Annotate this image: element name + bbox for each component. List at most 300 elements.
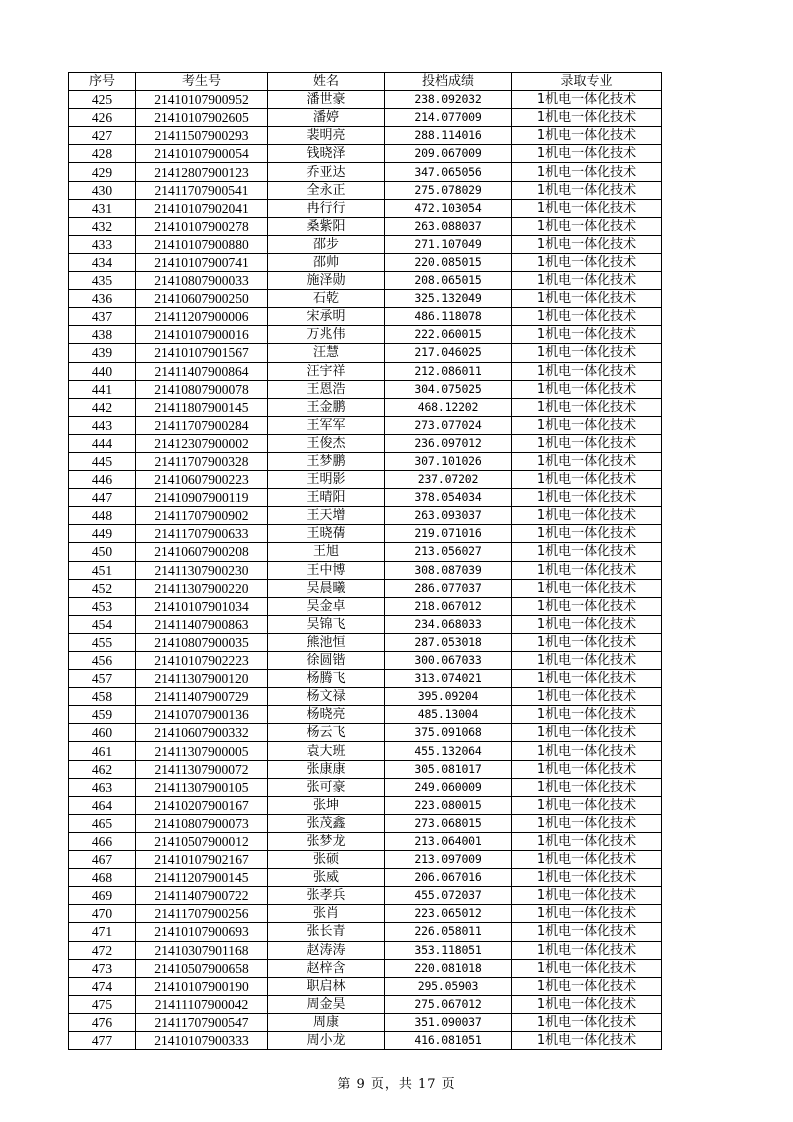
cell-name: 赵涛涛	[268, 941, 385, 959]
cell-serial-number: 447	[69, 489, 136, 507]
table-row	[69, 489, 662, 507]
cell-name: 张康康	[268, 760, 385, 778]
cell-candidate-id: 21411307900105	[136, 778, 268, 796]
cell-candidate-id: 21411707900633	[136, 525, 268, 543]
cell-candidate-id: 21410907900119	[136, 489, 268, 507]
cell-candidate-id: 21410807900035	[136, 633, 268, 651]
cell-score: 308.087039	[385, 561, 512, 579]
cell-candidate-id: 21411307900220	[136, 579, 268, 597]
cell-serial-number: 439	[69, 344, 136, 362]
cell-candidate-id: 21410107900880	[136, 235, 268, 253]
cell-serial-number: 445	[69, 452, 136, 470]
cell-candidate-id: 21410607900332	[136, 724, 268, 742]
cell-name: 袁大班	[268, 742, 385, 760]
cell-name: 裴明亮	[268, 127, 385, 145]
cell-major: 1机电一体化技术	[512, 91, 662, 109]
cell-major: 1机电一体化技术	[512, 416, 662, 434]
cell-candidate-id: 21411207900145	[136, 869, 268, 887]
table-row	[69, 507, 662, 525]
cell-name: 张长青	[268, 923, 385, 941]
cell-major: 1机电一体化技术	[512, 181, 662, 199]
cell-major: 1机电一体化技术	[512, 742, 662, 760]
cell-score: 313.074021	[385, 670, 512, 688]
cell-candidate-id: 21410807900078	[136, 380, 268, 398]
cell-major: 1机电一体化技术	[512, 471, 662, 489]
cell-major: 1机电一体化技术	[512, 543, 662, 561]
table-row	[69, 416, 662, 434]
cell-serial-number: 449	[69, 525, 136, 543]
cell-name: 全永正	[268, 181, 385, 199]
table-row	[69, 869, 662, 887]
table-row	[69, 706, 662, 724]
cell-name: 万兆伟	[268, 326, 385, 344]
table-row	[69, 688, 662, 706]
cell-name: 张梦龙	[268, 832, 385, 850]
cell-candidate-id: 21411407900863	[136, 615, 268, 633]
table-row	[69, 199, 662, 217]
cell-serial-number: 477	[69, 1031, 136, 1049]
cell-major: 1机电一体化技术	[512, 290, 662, 308]
cell-score: 416.081051	[385, 1031, 512, 1049]
table-row	[69, 452, 662, 470]
cell-serial-number: 471	[69, 923, 136, 941]
cell-major: 1机电一体化技术	[512, 670, 662, 688]
cell-major: 1机电一体化技术	[512, 217, 662, 235]
table-row	[69, 91, 662, 109]
table-row	[69, 362, 662, 380]
cell-score: 206.067016	[385, 869, 512, 887]
cell-serial-number: 442	[69, 398, 136, 416]
cell-major: 1机电一体化技术	[512, 561, 662, 579]
cell-name: 潘婷	[268, 109, 385, 127]
cell-major: 1机电一体化技术	[512, 796, 662, 814]
cell-score: 237.07202	[385, 471, 512, 489]
cell-name: 王梦鹏	[268, 452, 385, 470]
cell-name: 吴金卓	[268, 597, 385, 615]
cell-major: 1机电一体化技术	[512, 127, 662, 145]
cell-serial-number: 436	[69, 290, 136, 308]
cell-candidate-id: 21411807900145	[136, 398, 268, 416]
cell-major: 1机电一体化技术	[512, 308, 662, 326]
cell-serial-number: 434	[69, 253, 136, 271]
cell-serial-number: 462	[69, 760, 136, 778]
cell-serial-number: 461	[69, 742, 136, 760]
table-row	[69, 308, 662, 326]
cell-major: 1机电一体化技术	[512, 272, 662, 290]
cell-score: 307.101026	[385, 452, 512, 470]
cell-candidate-id: 21410307901168	[136, 941, 268, 959]
cell-score: 219.071016	[385, 525, 512, 543]
table-row	[69, 127, 662, 145]
cell-major: 1机电一体化技术	[512, 995, 662, 1013]
cell-score: 273.068015	[385, 814, 512, 832]
cell-candidate-id: 21410607900250	[136, 290, 268, 308]
cell-major: 1机电一体化技术	[512, 507, 662, 525]
cell-name: 张可豪	[268, 778, 385, 796]
table-row	[69, 272, 662, 290]
cell-serial-number: 459	[69, 706, 136, 724]
header-major: 录取专业	[512, 73, 662, 91]
cell-serial-number: 443	[69, 416, 136, 434]
header-name: 姓名	[268, 73, 385, 91]
cell-candidate-id: 21411707900284	[136, 416, 268, 434]
cell-serial-number: 464	[69, 796, 136, 814]
cell-candidate-id: 21410107902167	[136, 851, 268, 869]
cell-score: 222.060015	[385, 326, 512, 344]
cell-candidate-id: 21410607900208	[136, 543, 268, 561]
cell-serial-number: 440	[69, 362, 136, 380]
cell-candidate-id: 21410107902041	[136, 199, 268, 217]
table-row	[69, 633, 662, 651]
cell-score: 238.092032	[385, 91, 512, 109]
cell-major: 1机电一体化技术	[512, 615, 662, 633]
cell-major: 1机电一体化技术	[512, 163, 662, 181]
cell-major: 1机电一体化技术	[512, 109, 662, 127]
table-row	[69, 760, 662, 778]
cell-major: 1机电一体化技术	[512, 724, 662, 742]
cell-name: 乔亚达	[268, 163, 385, 181]
cell-serial-number: 451	[69, 561, 136, 579]
cell-score: 213.097009	[385, 851, 512, 869]
cell-name: 杨文禄	[268, 688, 385, 706]
cell-serial-number: 433	[69, 235, 136, 253]
cell-candidate-id: 21410807900073	[136, 814, 268, 832]
cell-name: 吴锦飞	[268, 615, 385, 633]
table-row	[69, 814, 662, 832]
cell-serial-number: 457	[69, 670, 136, 688]
cell-name: 石乾	[268, 290, 385, 308]
cell-major: 1机电一体化技术	[512, 869, 662, 887]
cell-major: 1机电一体化技术	[512, 434, 662, 452]
cell-score: 217.046025	[385, 344, 512, 362]
cell-candidate-id: 21410107901034	[136, 597, 268, 615]
cell-major: 1机电一体化技术	[512, 380, 662, 398]
cell-major: 1机电一体化技术	[512, 1013, 662, 1031]
cell-name: 杨晓亮	[268, 706, 385, 724]
cell-name: 王中博	[268, 561, 385, 579]
cell-score: 353.118051	[385, 941, 512, 959]
cell-score: 212.086011	[385, 362, 512, 380]
cell-serial-number: 474	[69, 977, 136, 995]
table-row	[69, 796, 662, 814]
table-row	[69, 235, 662, 253]
cell-candidate-id: 21411307900072	[136, 760, 268, 778]
cell-name: 王晴阳	[268, 489, 385, 507]
admission-table	[68, 72, 662, 1050]
cell-major: 1机电一体化技术	[512, 706, 662, 724]
table-row	[69, 1013, 662, 1031]
cell-candidate-id: 21411507900293	[136, 127, 268, 145]
cell-score: 234.068033	[385, 615, 512, 633]
cell-serial-number: 450	[69, 543, 136, 561]
cell-candidate-id: 21411707900328	[136, 452, 268, 470]
table-row	[69, 579, 662, 597]
cell-serial-number: 455	[69, 633, 136, 651]
cell-name: 杨云飞	[268, 724, 385, 742]
cell-serial-number: 428	[69, 145, 136, 163]
cell-candidate-id: 21411707900547	[136, 1013, 268, 1031]
cell-name: 张肖	[268, 905, 385, 923]
cell-major: 1机电一体化技术	[512, 959, 662, 977]
cell-serial-number: 438	[69, 326, 136, 344]
cell-major: 1机电一体化技术	[512, 452, 662, 470]
cell-name: 周小龙	[268, 1031, 385, 1049]
cell-serial-number: 466	[69, 832, 136, 850]
cell-major: 1机电一体化技术	[512, 145, 662, 163]
cell-name: 王明影	[268, 471, 385, 489]
table-header-row	[69, 73, 662, 91]
cell-candidate-id: 21410107902223	[136, 652, 268, 670]
cell-candidate-id: 21410107900741	[136, 253, 268, 271]
cell-serial-number: 444	[69, 434, 136, 452]
table-row	[69, 652, 662, 670]
table-row	[69, 398, 662, 416]
cell-score: 275.078029	[385, 181, 512, 199]
cell-serial-number: 475	[69, 995, 136, 1013]
cell-candidate-id: 21410107900333	[136, 1031, 268, 1049]
cell-candidate-id: 21412807900123	[136, 163, 268, 181]
cell-score: 223.080015	[385, 796, 512, 814]
cell-major: 1机电一体化技术	[512, 199, 662, 217]
table-row	[69, 887, 662, 905]
table-row	[69, 109, 662, 127]
cell-serial-number: 430	[69, 181, 136, 199]
cell-serial-number: 426	[69, 109, 136, 127]
cell-candidate-id: 21411307900230	[136, 561, 268, 579]
cell-name: 王天增	[268, 507, 385, 525]
cell-score: 468.12202	[385, 398, 512, 416]
cell-candidate-id: 21410507900658	[136, 959, 268, 977]
cell-score: 304.075025	[385, 380, 512, 398]
table-row	[69, 905, 662, 923]
cell-candidate-id: 21410107902605	[136, 109, 268, 127]
cell-name: 钱晓泽	[268, 145, 385, 163]
cell-name: 王军军	[268, 416, 385, 434]
cell-candidate-id: 21411707900902	[136, 507, 268, 525]
cell-score: 288.114016	[385, 127, 512, 145]
cell-score: 395.09204	[385, 688, 512, 706]
cell-serial-number: 458	[69, 688, 136, 706]
cell-name: 王旭	[268, 543, 385, 561]
cell-score: 375.091068	[385, 724, 512, 742]
table-row	[69, 995, 662, 1013]
cell-candidate-id: 21411707900256	[136, 905, 268, 923]
cell-major: 1机电一体化技术	[512, 905, 662, 923]
cell-name: 周金昊	[268, 995, 385, 1013]
cell-major: 1机电一体化技术	[512, 235, 662, 253]
cell-serial-number: 425	[69, 91, 136, 109]
cell-serial-number: 429	[69, 163, 136, 181]
cell-score: 209.067009	[385, 145, 512, 163]
cell-major: 1机电一体化技术	[512, 923, 662, 941]
cell-score: 455.132064	[385, 742, 512, 760]
cell-candidate-id: 21411207900006	[136, 308, 268, 326]
table-row	[69, 959, 662, 977]
cell-candidate-id: 21411407900864	[136, 362, 268, 380]
cell-name: 杨腾飞	[268, 670, 385, 688]
cell-candidate-id: 21410107901567	[136, 344, 268, 362]
table-row	[69, 145, 662, 163]
cell-score: 273.077024	[385, 416, 512, 434]
cell-name: 张茂鑫	[268, 814, 385, 832]
cell-major: 1机电一体化技术	[512, 253, 662, 271]
cell-candidate-id: 21412307900002	[136, 434, 268, 452]
cell-name: 汪宇祥	[268, 362, 385, 380]
cell-score: 220.081018	[385, 959, 512, 977]
cell-candidate-id: 21410107900016	[136, 326, 268, 344]
cell-score: 275.067012	[385, 995, 512, 1013]
table-row	[69, 941, 662, 959]
cell-score: 220.085015	[385, 253, 512, 271]
table-row	[69, 434, 662, 452]
cell-candidate-id: 21410107900278	[136, 217, 268, 235]
page-number: 第 9 页，共 17 页	[337, 1077, 456, 1092]
cell-candidate-id: 21410207900167	[136, 796, 268, 814]
cell-serial-number: 469	[69, 887, 136, 905]
cell-serial-number: 456	[69, 652, 136, 670]
cell-serial-number: 448	[69, 507, 136, 525]
table-row	[69, 217, 662, 235]
cell-score: 208.065015	[385, 272, 512, 290]
cell-name: 张孝兵	[268, 887, 385, 905]
cell-serial-number: 467	[69, 851, 136, 869]
cell-name: 桑紫阳	[268, 217, 385, 235]
cell-major: 1机电一体化技术	[512, 525, 662, 543]
cell-score: 249.060009	[385, 778, 512, 796]
cell-candidate-id: 21411307900120	[136, 670, 268, 688]
cell-name: 张坤	[268, 796, 385, 814]
cell-serial-number: 470	[69, 905, 136, 923]
cell-serial-number: 437	[69, 308, 136, 326]
table-row	[69, 778, 662, 796]
table-row	[69, 163, 662, 181]
cell-candidate-id: 21410807900033	[136, 272, 268, 290]
table-row	[69, 290, 662, 308]
cell-score: 214.077009	[385, 109, 512, 127]
cell-name: 邵帅	[268, 253, 385, 271]
cell-name: 邵步	[268, 235, 385, 253]
table-row	[69, 851, 662, 869]
cell-candidate-id: 21410107900054	[136, 145, 268, 163]
cell-serial-number: 452	[69, 579, 136, 597]
cell-score: 271.107049	[385, 235, 512, 253]
table-row	[69, 253, 662, 271]
table-row	[69, 561, 662, 579]
cell-score: 263.093037	[385, 507, 512, 525]
cell-candidate-id: 21410607900223	[136, 471, 268, 489]
cell-candidate-id: 21410107900190	[136, 977, 268, 995]
cell-major: 1机电一体化技术	[512, 652, 662, 670]
cell-major: 1机电一体化技术	[512, 344, 662, 362]
cell-candidate-id: 21411107900042	[136, 995, 268, 1013]
cell-score: 485.13004	[385, 706, 512, 724]
cell-major: 1机电一体化技术	[512, 326, 662, 344]
cell-serial-number: 465	[69, 814, 136, 832]
cell-serial-number: 460	[69, 724, 136, 742]
table-row	[69, 724, 662, 742]
cell-serial-number: 476	[69, 1013, 136, 1031]
cell-name: 王晓蒨	[268, 525, 385, 543]
cell-candidate-id: 21410107900952	[136, 91, 268, 109]
cell-score: 218.067012	[385, 597, 512, 615]
cell-candidate-id: 21411707900541	[136, 181, 268, 199]
cell-score: 300.067033	[385, 652, 512, 670]
cell-major: 1机电一体化技术	[512, 977, 662, 995]
cell-name: 职启林	[268, 977, 385, 995]
cell-name: 吴晨曦	[268, 579, 385, 597]
table-row	[69, 471, 662, 489]
cell-score: 236.097012	[385, 434, 512, 452]
cell-serial-number: 432	[69, 217, 136, 235]
cell-major: 1机电一体化技术	[512, 688, 662, 706]
cell-score: 295.05903	[385, 977, 512, 995]
cell-score: 325.132049	[385, 290, 512, 308]
cell-serial-number: 463	[69, 778, 136, 796]
table-row	[69, 977, 662, 995]
cell-serial-number: 431	[69, 199, 136, 217]
cell-score: 455.072037	[385, 887, 512, 905]
cell-major: 1机电一体化技术	[512, 398, 662, 416]
cell-serial-number: 453	[69, 597, 136, 615]
table-row	[69, 543, 662, 561]
cell-major: 1机电一体化技术	[512, 832, 662, 850]
cell-serial-number: 427	[69, 127, 136, 145]
cell-score: 486.118078	[385, 308, 512, 326]
cell-major: 1机电一体化技术	[512, 489, 662, 507]
table-row	[69, 742, 662, 760]
table-row	[69, 344, 662, 362]
cell-major: 1机电一体化技术	[512, 941, 662, 959]
cell-name: 徐圆锴	[268, 652, 385, 670]
cell-serial-number: 454	[69, 615, 136, 633]
cell-score: 347.065056	[385, 163, 512, 181]
cell-score: 378.054034	[385, 489, 512, 507]
table-row	[69, 923, 662, 941]
cell-candidate-id: 21411307900005	[136, 742, 268, 760]
cell-serial-number: 446	[69, 471, 136, 489]
table-row	[69, 670, 662, 688]
cell-major: 1机电一体化技术	[512, 760, 662, 778]
table-row	[69, 525, 662, 543]
cell-score: 472.103054	[385, 199, 512, 217]
table-row	[69, 832, 662, 850]
cell-major: 1机电一体化技术	[512, 778, 662, 796]
cell-name: 王恩浩	[268, 380, 385, 398]
table-row	[69, 181, 662, 199]
cell-score: 286.077037	[385, 579, 512, 597]
cell-major: 1机电一体化技术	[512, 579, 662, 597]
cell-major: 1机电一体化技术	[512, 887, 662, 905]
cell-major: 1机电一体化技术	[512, 633, 662, 651]
cell-score: 263.088037	[385, 217, 512, 235]
cell-major: 1机电一体化技术	[512, 814, 662, 832]
table-row	[69, 615, 662, 633]
cell-name: 赵梓含	[268, 959, 385, 977]
cell-serial-number: 441	[69, 380, 136, 398]
cell-score: 305.081017	[385, 760, 512, 778]
header-serial-number: 序号	[69, 73, 136, 91]
cell-score: 223.065012	[385, 905, 512, 923]
cell-serial-number: 468	[69, 869, 136, 887]
cell-serial-number: 472	[69, 941, 136, 959]
table-body	[69, 91, 662, 1050]
table-row	[69, 597, 662, 615]
cell-name: 王俊杰	[268, 434, 385, 452]
cell-serial-number: 473	[69, 959, 136, 977]
cell-score: 287.053018	[385, 633, 512, 651]
cell-score: 226.058011	[385, 923, 512, 941]
cell-name: 张硕	[268, 851, 385, 869]
